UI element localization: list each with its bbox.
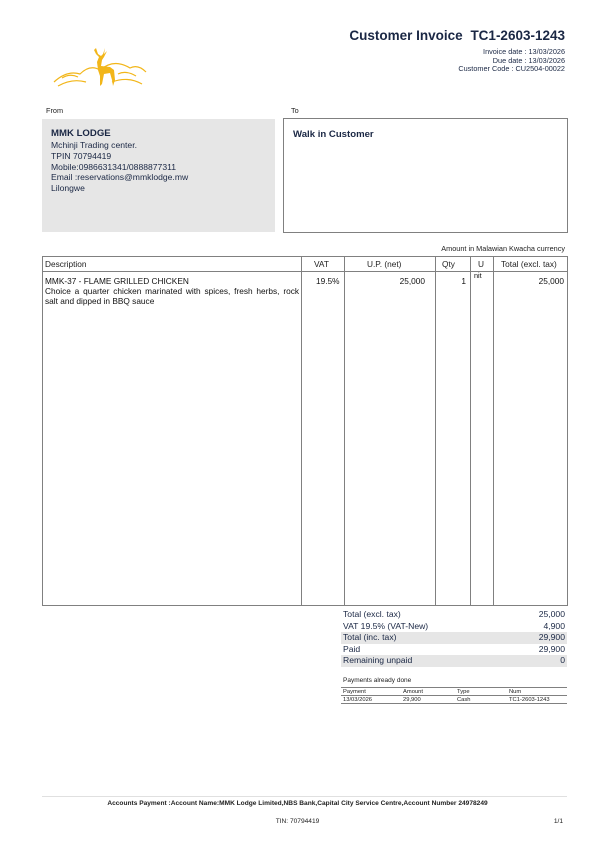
invoice-lines-table (42, 256, 568, 606)
column-divider (344, 257, 345, 605)
totals-block (341, 609, 567, 667)
invoice-ref: TC1-2603-1243 (470, 28, 565, 43)
total-inc-tax-row (341, 632, 567, 644)
total-label: Total (inc. tax) (343, 632, 397, 642)
header-unit-price: U.P. (net) (367, 259, 402, 269)
table-header-divider (43, 271, 567, 272)
to-label: To (291, 106, 299, 115)
payment-num: TC1-2603-1243 (509, 696, 550, 703)
payments-header: Payment (343, 689, 366, 695)
total-label: Total (excl. tax) (343, 609, 401, 619)
line-unit: nit (474, 271, 482, 280)
customer-code: Customer Code : CU2504-00022 (458, 64, 565, 74)
total-value: 29,900 (538, 643, 565, 654)
sender-email: Email :reservations@mmklodge.mw (51, 172, 189, 183)
total-label: VAT 19.5% (VAT-New) (343, 620, 429, 631)
column-divider (493, 257, 494, 605)
payment-type: Cash (457, 696, 471, 703)
line-qty: 1 (461, 276, 466, 286)
sender-city: Lilongwe (51, 183, 85, 194)
document-title (345, 28, 565, 43)
line-unit-price: 25,000 (399, 276, 425, 286)
total-value: 0 (560, 655, 565, 665)
currency-note: Amount in Malawian Kwacha currency (441, 244, 565, 253)
product-details: Choice a quarter chicken marinated with spices, fresh herbs, rock salt and dipped in BBQ sauce (45, 286, 299, 306)
line-total: 25,000 (538, 276, 564, 286)
sender-name: MMK LODGE (51, 128, 111, 139)
payments-header: Type (457, 689, 470, 695)
product-name: MMK-37 - FLAME GRILLED CHICKEN (45, 276, 189, 286)
total-value: 4,900 (543, 620, 565, 631)
sender-tpin: TPIN 70794419 (51, 150, 112, 161)
recipient-address-box (283, 118, 568, 233)
payments-title: Payments already done (343, 677, 412, 684)
payment-date: 13/03/2026 (343, 696, 373, 703)
total-value: 25,000 (538, 609, 565, 619)
payments-table (341, 687, 567, 704)
payments-header: Num (509, 689, 522, 695)
sender-mobile: Mobile:0986631341/0888877311 (51, 161, 177, 172)
line-vat: 19.5% (316, 276, 340, 286)
from-label: From (46, 106, 64, 115)
total-value: 29,900 (538, 632, 565, 642)
sender-line: Mchinji Trading center. (51, 140, 137, 150)
payments-header-row (341, 687, 567, 696)
footer-divider (42, 796, 567, 797)
invoice-date: Invoice date : 13/03/2026 (483, 47, 565, 56)
header-description: Description (45, 259, 87, 269)
recipient-name: Walk in Customer (293, 129, 374, 140)
header-vat: VAT (314, 259, 329, 269)
vat-row (341, 621, 567, 633)
total-label: Remaining unpaid (343, 655, 413, 665)
invoice-meta (458, 48, 565, 74)
header-unit: U (478, 259, 484, 269)
tin-note: TIN: 70794419 (275, 818, 320, 825)
header-total: Total (excl. tax) (501, 259, 557, 269)
bank-account-note: Accounts Payment :Account Name:MMK Lodge Limited,NBS Bank,Capital City Service Centre,Account Number 24978249 (107, 800, 488, 807)
paid-row (341, 644, 567, 656)
column-divider (301, 257, 302, 605)
payment-row (341, 696, 567, 705)
line-description (45, 276, 299, 306)
page-number: 1/1 (553, 818, 563, 825)
column-divider (435, 257, 436, 605)
sender-address-box (42, 119, 275, 232)
column-divider (470, 257, 471, 605)
invoice-title-label: Customer Invoice (349, 28, 463, 43)
total-label: Paid (343, 643, 361, 654)
total-excl-tax-row (341, 609, 567, 621)
payments-header: Amount (403, 689, 423, 695)
header-qty: Qty (442, 259, 455, 269)
remaining-unpaid-row (341, 655, 567, 667)
company-logo (52, 40, 147, 90)
payment-amount: 29,900 (403, 696, 421, 703)
due-date: Due date : 13/03/2026 (492, 55, 565, 65)
